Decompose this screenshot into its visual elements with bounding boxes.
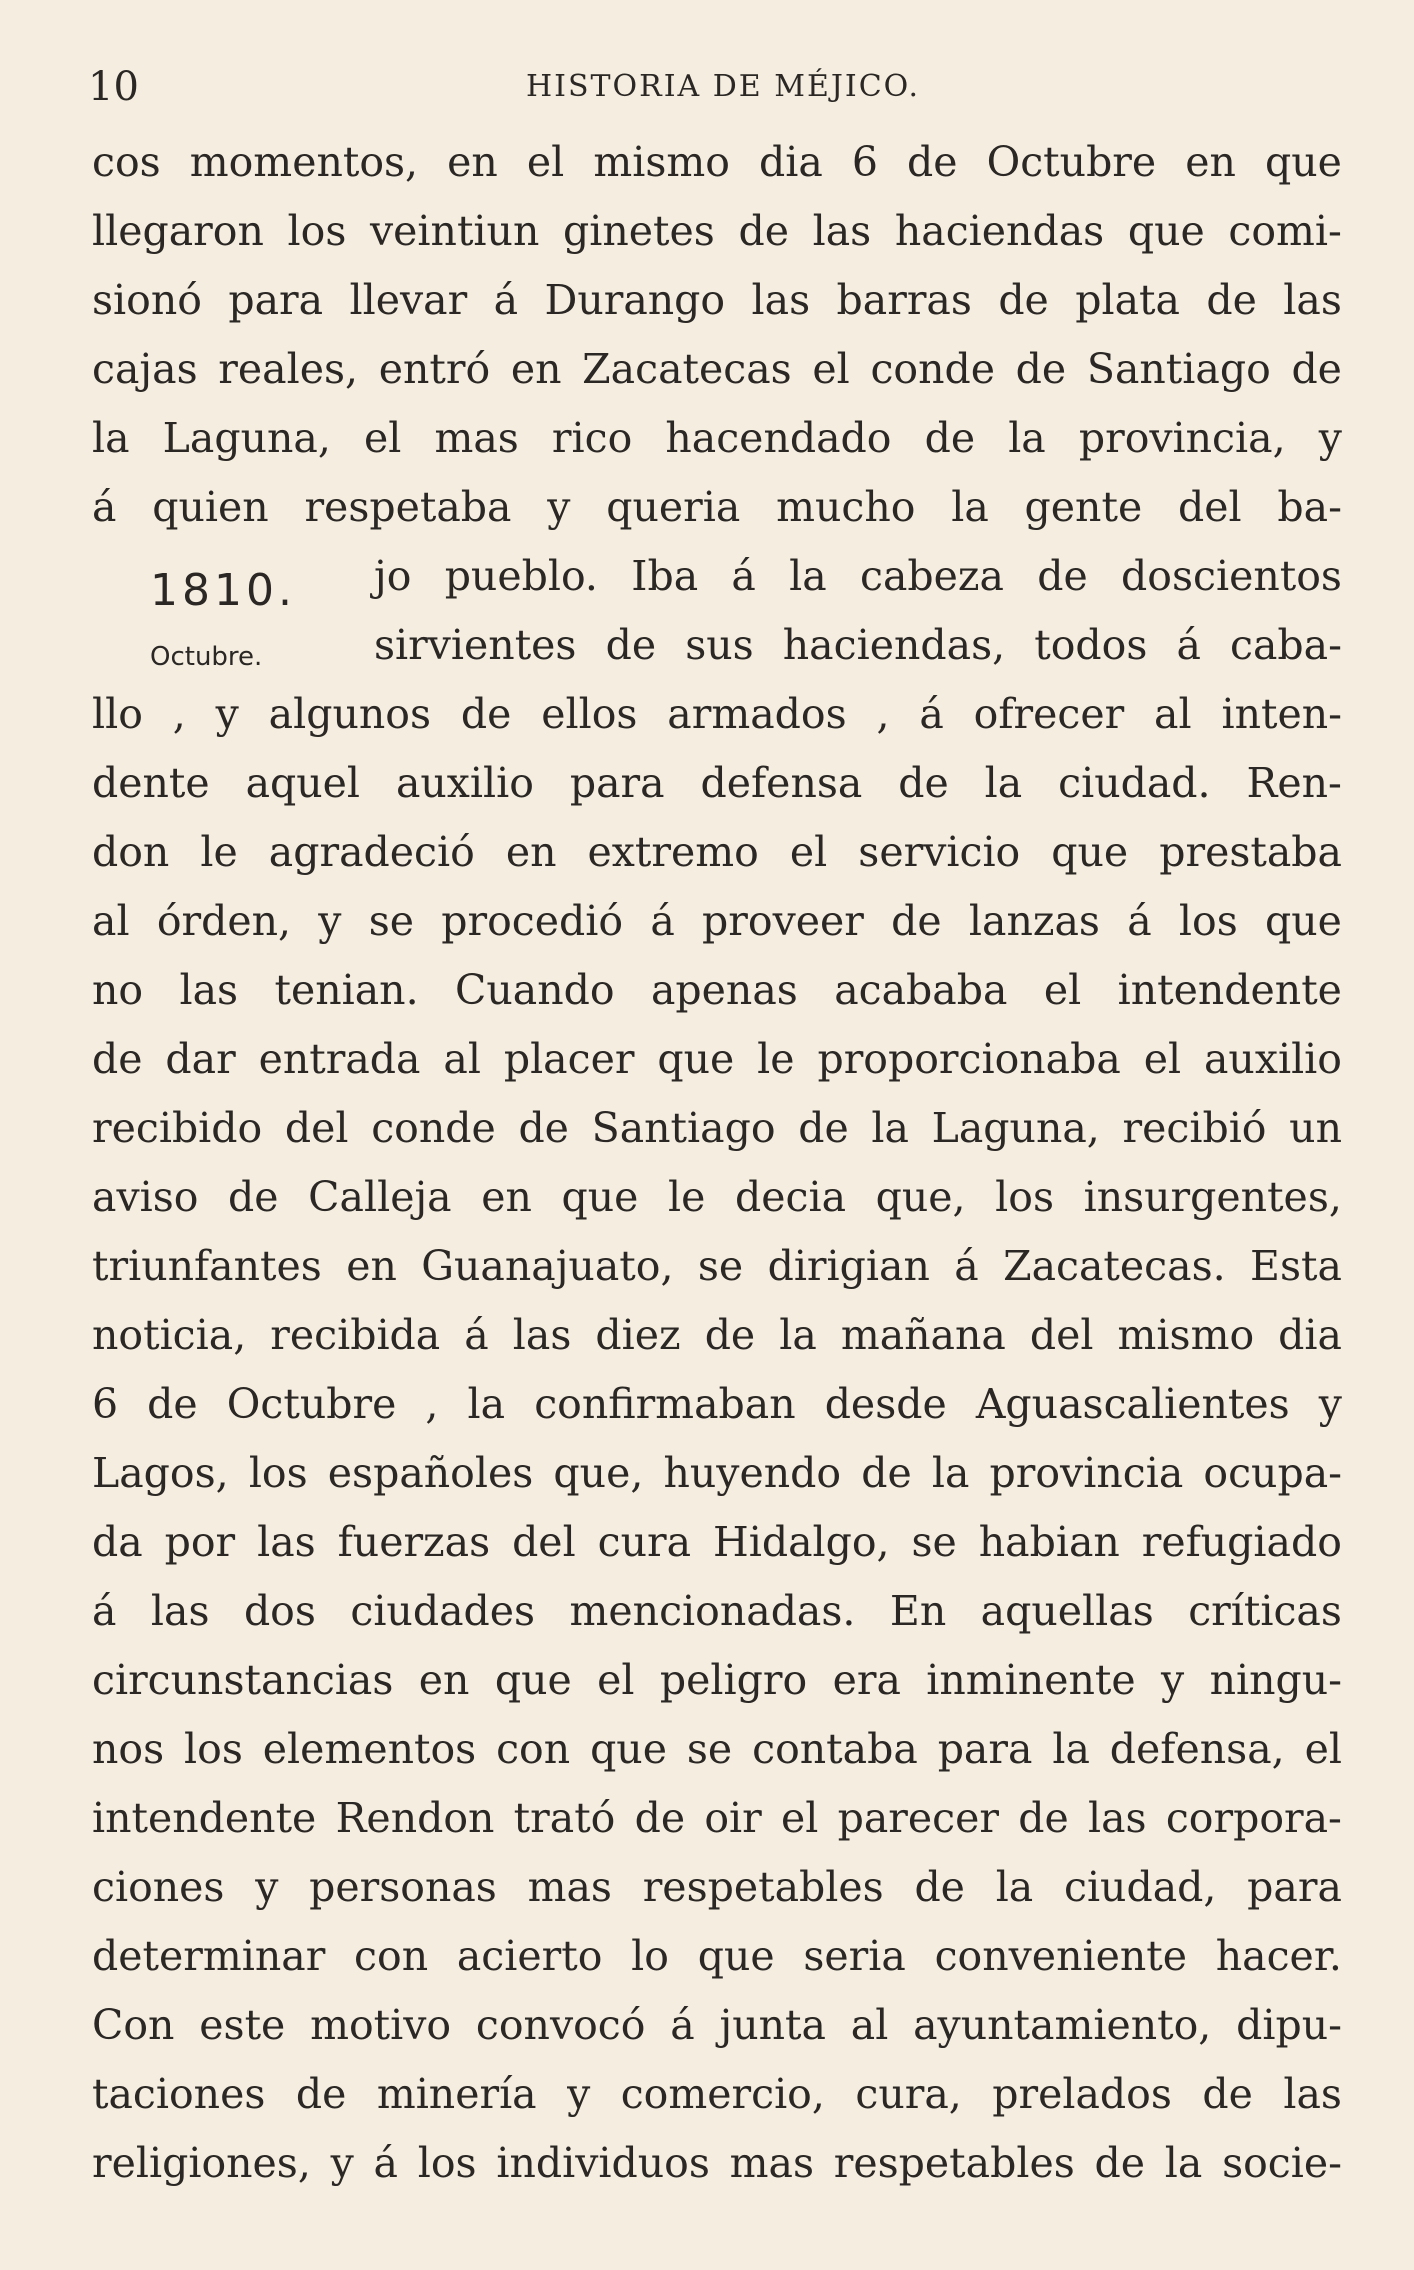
text-line: nos los elementos con que se contaba para la defensa, el	[92, 1725, 1342, 1773]
text-line: da por las fuerzas del cura Hidalgo, se habian refugiado	[92, 1518, 1342, 1566]
text-line: al órden, y se procedió á proveer de lanzas á los que	[92, 897, 1342, 945]
text-line: noticia, recibida á las diez de la mañana del mismo dia	[92, 1311, 1342, 1359]
text-line: determinar con acierto lo que seria conveniente hacer.	[92, 1932, 1342, 1980]
text-line: triunfantes en Guanajuato, se dirigian á Zacatecas. Esta	[92, 1242, 1342, 1290]
text-line: jo pueblo. Iba á la cabeza de doscientos	[374, 552, 1342, 600]
text-line: llo , y algunos de ellos armados , á ofrecer al inten-	[92, 690, 1342, 738]
text-line: Lagos, los españoles que, huyendo de la provincia ocupa-	[92, 1449, 1342, 1497]
text-line: aviso de Calleja en que le decia que, los insurgentes,	[92, 1173, 1342, 1221]
text-line: ciones y personas mas respetables de la ciudad, para	[92, 1863, 1342, 1911]
text-line: no las tenian. Cuando apenas acababa el intendente	[92, 966, 1342, 1014]
body-text	[92, 128, 1342, 2198]
text-line: dente aquel auxilio para defensa de la ciudad. Ren-	[92, 759, 1342, 807]
text-line: 6 de Octubre , la confirmaban desde Aguascalientes y	[92, 1380, 1342, 1428]
text-line: intendente Rendon trató de oir el parecer de las corpora-	[92, 1794, 1342, 1842]
text-line: llegaron los veintiun ginetes de las haciendas que comi-	[92, 207, 1342, 255]
text-line: cos momentos, en el mismo dia 6 de Octubre en que	[92, 138, 1342, 186]
text-line: á las dos ciudades mencionadas. En aquellas críticas	[92, 1587, 1342, 1635]
running-title: HISTORIA DE MÉJICO.	[525, 69, 921, 104]
page-header	[88, 62, 1358, 112]
text-line: á quien respetaba y queria mucho la gente del ba-	[92, 483, 1342, 531]
text-line: de dar entrada al placer que le proporcionaba el auxilio	[92, 1035, 1342, 1083]
text-line: recibido del conde de Santiago de la Laguna, recibió un	[92, 1104, 1342, 1152]
text-line: sirvientes de sus haciendas, todos á caba-	[374, 621, 1342, 669]
page-number: 10	[88, 64, 139, 110]
text-line: religiones, y á los individuos mas respetables de la socie-	[92, 2139, 1342, 2187]
text-line: circunstancias en que el peligro era inminente y ningu-	[92, 1656, 1342, 1704]
text-line: don le agradeció en extremo el servicio que prestaba	[92, 828, 1342, 876]
text-line: taciones de minería y comercio, cura, prelados de las	[92, 2070, 1342, 2118]
margin-note-month: Octubre.	[150, 642, 263, 672]
margin-note-year: 1810.	[150, 565, 296, 616]
text-line: cajas reales, entró en Zacatecas el conde de Santiago de	[92, 345, 1342, 393]
text-line: sionó para llevar á Durango las barras de plata de las	[92, 276, 1342, 324]
text-line: Con este motivo convocó á junta al ayuntamiento, dipu-	[92, 2001, 1342, 2049]
text-line: la Laguna, el mas rico hacendado de la provincia, y	[92, 414, 1342, 462]
